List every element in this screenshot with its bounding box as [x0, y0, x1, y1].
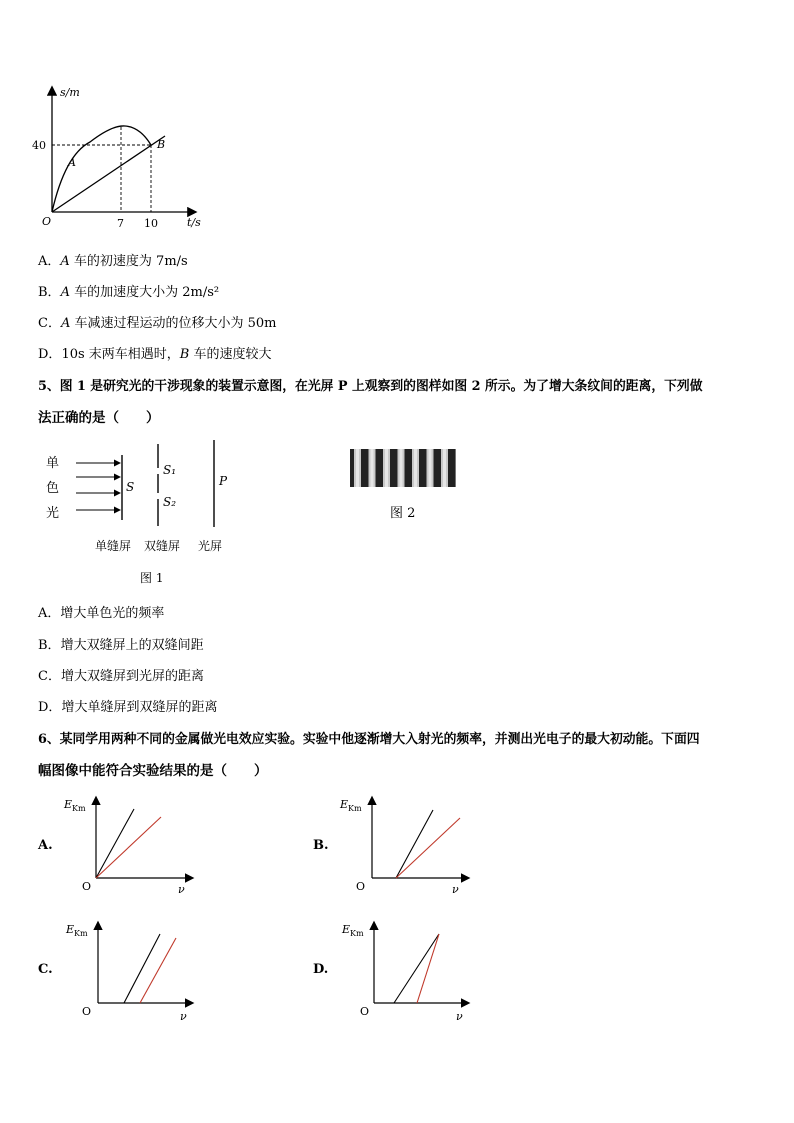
line-red: [140, 938, 176, 1003]
q5-option-a: A．增大单色光的频率: [38, 606, 165, 621]
svg-text:ν: ν: [452, 883, 459, 896]
q4-option-d: D．10s 末两车相遇时，B 车的速度较大: [38, 347, 272, 362]
tick-7: 7: [117, 217, 124, 230]
q6-graph-b: [336, 792, 476, 902]
q5-figure-1: [40, 440, 250, 590]
svg-text:O: O: [82, 1005, 92, 1018]
line-red: [96, 817, 161, 878]
figure-2-caption: 图 2: [390, 506, 416, 521]
line-red: [396, 818, 460, 878]
tick-10: 10: [144, 217, 158, 230]
screen-P-label: P: [219, 474, 228, 488]
label-light-screen: 光屏: [198, 539, 223, 553]
line-B: [52, 136, 165, 212]
q4-option-a: A．A 车的初速度为 7m/s: [38, 254, 188, 269]
slit-S1-label: S₁: [163, 463, 177, 477]
q6-option-b-letter: B.: [313, 838, 329, 853]
line-black: [396, 810, 433, 878]
svg-text:Km: Km: [348, 804, 362, 813]
q6-option-c-letter: C.: [38, 962, 53, 977]
svg-text:ν: ν: [178, 883, 185, 896]
svg-text:E: E: [66, 923, 75, 936]
line-black: [96, 809, 134, 878]
q5-option-d: D．增大单缝屏到双缝屏的距离: [38, 700, 218, 715]
svg-text:O: O: [82, 880, 92, 893]
svg-text:ν: ν: [180, 1010, 187, 1023]
line-red: [417, 934, 439, 1003]
curve-A: [52, 126, 151, 212]
svg-text:ν: ν: [456, 1010, 463, 1023]
q6-option-d-letter: D.: [313, 962, 329, 977]
q6-option-a-letter: A.: [38, 838, 53, 853]
line-black: [394, 934, 439, 1003]
light-char-2: 色: [46, 481, 60, 496]
figure-1-caption: 图 1: [140, 571, 164, 585]
svg-text:E: E: [340, 798, 349, 811]
q5-stem-line1: 5、图 1 是研究光的干涉现象的装置示意图，在光屏 P 上观察到的图样如图 2 所示。为了增大条纹间的距离，下列做: [38, 379, 703, 394]
q4-st-graph: [30, 80, 220, 235]
line-label-B: B: [157, 138, 166, 151]
svg-text:Km: Km: [350, 929, 364, 938]
q6-graph-d: [336, 917, 476, 1027]
curve-label-A: A: [68, 156, 76, 169]
x-axis-label: t/s: [187, 216, 201, 229]
q4-option-b: B．A 车的加速度大小为 2m/s²: [38, 285, 220, 300]
slit-S-label: S: [126, 480, 135, 494]
tick-40: 40: [32, 139, 46, 152]
svg-text:Km: Km: [74, 929, 88, 938]
origin-label: O: [42, 215, 52, 228]
q4-option-c: C．A 车减速过程运动的位移大小为 50m: [38, 316, 277, 331]
q5-figure-2-fringes: [350, 449, 456, 487]
slit-S2-label: S₂: [163, 495, 177, 509]
label-single-slit-screen: 单缝屏: [95, 539, 132, 553]
svg-text:O: O: [356, 880, 366, 893]
q6-stem-line2: 幅图像中能符合实验结果的是（ ）: [38, 763, 268, 779]
q5-option-b: B．增大双缝屏上的双缝间距: [38, 638, 204, 653]
y-axis-label: s/m: [60, 86, 80, 99]
q6-graph-c: [60, 917, 200, 1027]
line-black: [124, 934, 160, 1003]
svg-text:E: E: [64, 798, 73, 811]
svg-text:O: O: [360, 1005, 370, 1018]
q6-stem-line1: 6、某同学用两种不同的金属做光电效应实验。实验中他逐渐增大入射光的频率，并测出光电子的最大初动能。下面四: [38, 732, 700, 747]
svg-text:E: E: [342, 923, 351, 936]
light-char-3: 光: [46, 506, 60, 521]
q5-stem-line2: 法正确的是（ ）: [38, 410, 160, 426]
q6-graph-a: [60, 792, 200, 902]
light-char-1: 单: [46, 456, 60, 471]
q5-option-c: C．增大双缝屏到光屏的距离: [38, 669, 204, 684]
label-double-slit-screen: 双缝屏: [144, 539, 181, 553]
svg-text:Km: Km: [72, 804, 86, 813]
